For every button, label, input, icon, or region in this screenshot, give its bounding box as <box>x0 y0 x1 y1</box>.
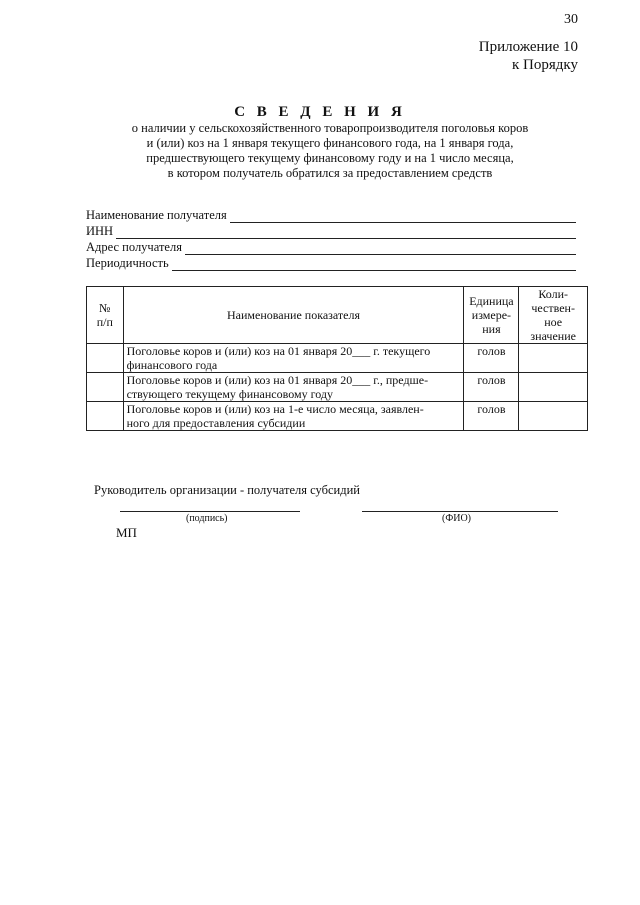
livestock-table <box>86 286 588 431</box>
row-1-name-line-2: финансового года <box>126 358 218 372</box>
table-row <box>87 344 588 373</box>
periodicity-blank[interactable] <box>172 260 576 271</box>
row-1-unit-cell: голов <box>464 344 519 373</box>
appendix-reference <box>479 38 578 74</box>
row-3-unit-cell: голов <box>464 402 519 431</box>
recipient-address-label: Адрес получателя <box>86 240 182 254</box>
page-number: 30 <box>564 12 578 27</box>
row-3-name-cell <box>123 402 464 431</box>
recipient-name-field[interactable] <box>86 208 576 223</box>
inn-field[interactable] <box>86 224 576 239</box>
header-value-line-1: Коли- <box>538 287 569 301</box>
signature-blank[interactable] <box>120 510 300 512</box>
row-2-value-cell[interactable] <box>519 373 588 402</box>
header-unit-line-1: Единица <box>469 294 514 308</box>
row-1-name-cell <box>123 344 464 373</box>
row-1-value-cell[interactable] <box>519 344 588 373</box>
table-row <box>87 373 588 402</box>
header-value-line-2: чествен- <box>531 301 575 315</box>
document-title: С В Е Д Е Н И Я <box>234 104 406 120</box>
signature-caption: (подпись) <box>186 513 228 524</box>
header-num <box>87 287 124 344</box>
header-indicator-name: Наименование показателя <box>123 287 464 344</box>
header-value-line-4: значение <box>530 329 576 343</box>
stamp-place-label: МП <box>116 525 137 540</box>
recipient-address-field[interactable] <box>86 240 576 255</box>
subtitle-line-1: о наличии у сельскохозяйственного товаропроизводителя поголовья коров <box>131 121 529 135</box>
header-value-line-3: ное <box>544 315 563 329</box>
recipient-name-label: Наименование получателя <box>86 208 227 222</box>
row-3-value-cell[interactable] <box>519 402 588 431</box>
full-name-blank[interactable] <box>362 510 558 512</box>
header-unit-line-2: измере- <box>471 308 512 322</box>
row-3-name-line-2: ного для предоставления субсидии <box>126 416 306 430</box>
document-subtitle <box>60 121 600 181</box>
full-name-caption: (ФИО) <box>442 513 472 524</box>
table-row <box>87 402 588 431</box>
header-unit-line-3: ния <box>482 322 501 336</box>
subtitle-line-3: предшествующего текущему финансовому году и на 1 число месяца, <box>146 151 514 165</box>
row-3-name-line-1: Поголовье коров и (или) коз на 1-е число месяца, заявлен- <box>126 402 424 416</box>
subtitle-line-2: и (или) коз на 1 января текущего финансового года, на 1 января года, <box>146 136 514 150</box>
periodicity-field[interactable] <box>86 256 576 271</box>
inn-blank[interactable] <box>116 228 576 239</box>
appendix-line-2: к Порядку <box>512 57 578 73</box>
header-value <box>519 287 588 344</box>
row-3-num-cell[interactable] <box>87 402 124 431</box>
header-num-line-2: п/п <box>96 315 113 329</box>
row-2-name-line-1: Поголовье коров и (или) коз на 01 января 20___ г., предше- <box>126 373 429 387</box>
table-header-row <box>87 287 588 344</box>
appendix-line-1: Приложение 10 <box>478 39 578 55</box>
header-unit <box>464 287 519 344</box>
row-2-num-cell[interactable] <box>87 373 124 402</box>
periodicity-label: Периодичность <box>86 256 169 270</box>
row-2-name-cell <box>123 373 464 402</box>
header-num-line-1: № <box>99 301 111 315</box>
inn-label: ИНН <box>86 224 114 238</box>
subtitle-line-4: в котором получатель обратился за предоставлением средств <box>167 166 493 180</box>
recipient-address-blank[interactable] <box>185 244 576 255</box>
row-2-name-line-2: ствующего текущему финансовому году <box>126 387 333 401</box>
recipient-name-blank[interactable] <box>230 212 576 223</box>
row-1-name-line-1: Поголовье коров и (или) коз на 01 января 20___ г. текущего <box>126 344 431 358</box>
head-of-organization-label: Руководитель организации - получателя субсидий <box>94 483 360 497</box>
row-2-unit-cell: голов <box>464 373 519 402</box>
row-1-num-cell[interactable] <box>87 344 124 373</box>
